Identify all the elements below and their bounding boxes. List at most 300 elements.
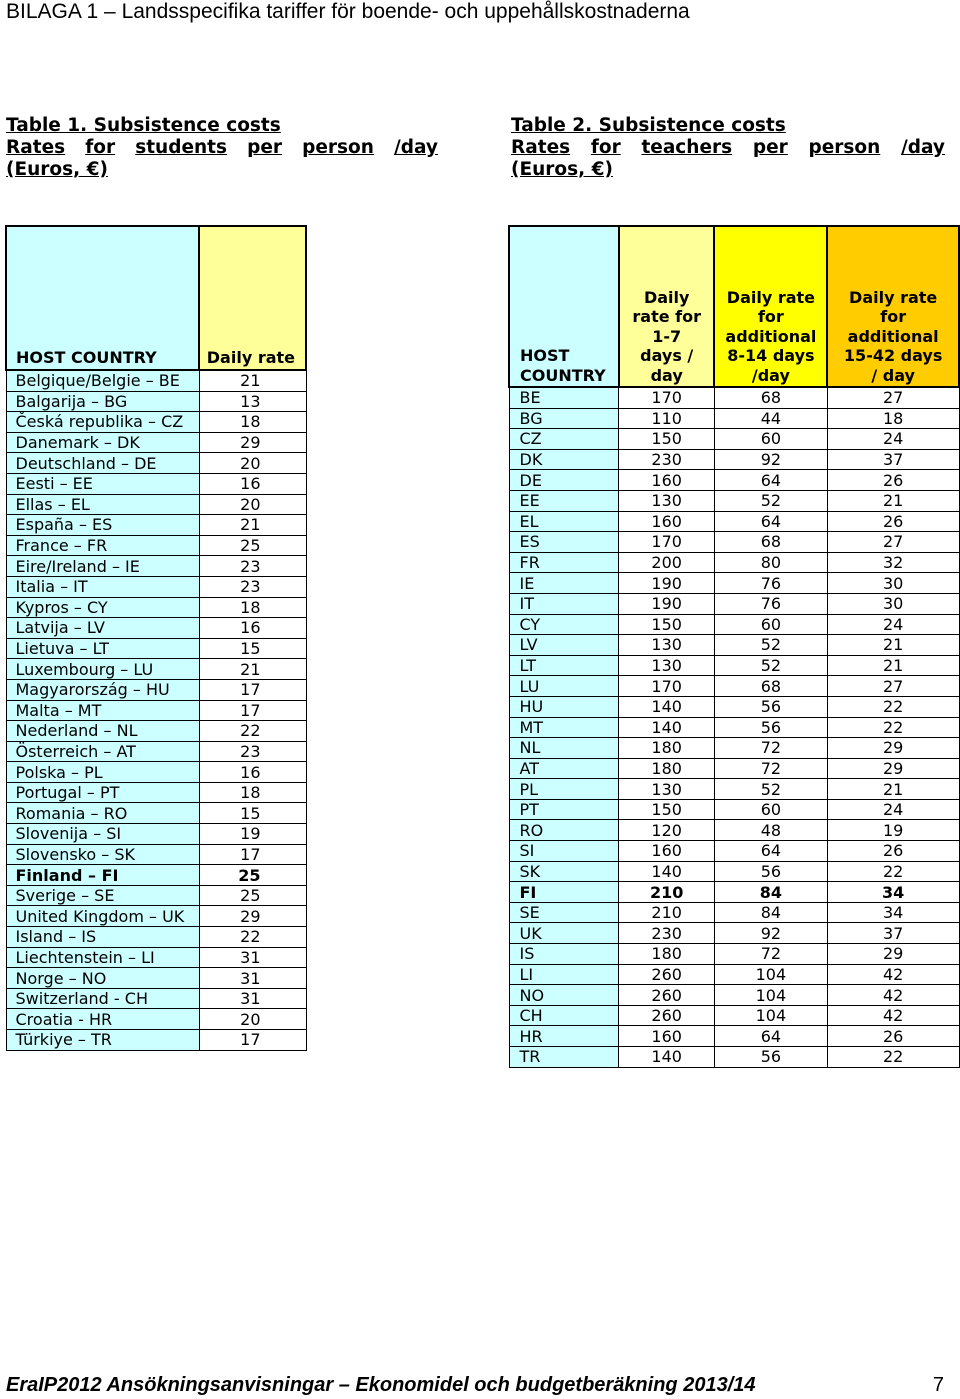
table-row	[6, 762, 306, 783]
rate-8-14-cell: 104	[714, 964, 827, 985]
header-line: Daily	[643, 287, 690, 307]
table-row	[6, 824, 306, 845]
header-line: additional	[847, 326, 939, 346]
header-line: for	[757, 307, 784, 326]
country-cell: Polska – PL	[6, 762, 199, 783]
country-code-cell: LV	[509, 635, 619, 656]
country-cell: Eire/Ireland – IE	[6, 556, 199, 577]
country-cell: Liechtenstein – LI	[6, 947, 199, 968]
country-cell: Croatia - HR	[6, 1009, 199, 1030]
rate-1-7-cell: 170	[619, 532, 715, 553]
caption-word: students	[135, 137, 228, 158]
country-cell: Sverige – SE	[6, 885, 199, 906]
daily-rate-header: Daily rate	[199, 226, 306, 370]
rate-1-7-cell: 120	[619, 820, 715, 841]
rate-cell: 20	[199, 1009, 306, 1030]
table2-caption-line3: (Euros, €)	[511, 159, 613, 180]
country-cell: Norge – NO	[6, 968, 199, 989]
table1-caption-line2	[6, 137, 438, 159]
rate-8-14-cell: 56	[714, 696, 827, 717]
caption-word: for	[85, 137, 116, 158]
rate-cell: 18	[199, 412, 306, 433]
rate-1-7-cell: 160	[619, 841, 715, 862]
table-row	[6, 1009, 306, 1030]
table-row	[6, 659, 306, 680]
header-line: for	[880, 307, 907, 326]
rate-15-42-cell: 42	[827, 964, 959, 985]
country-code-cell: NO	[509, 985, 619, 1006]
country-code-cell: RO	[509, 820, 619, 841]
table2-caption-line1: Table 2. Subsistence costs	[511, 115, 786, 136]
table-row	[6, 432, 306, 453]
caption-word: Rates	[511, 137, 571, 158]
header-line: additional	[725, 326, 817, 346]
country-cell: Latvija – LV	[6, 618, 199, 639]
table-row	[509, 902, 959, 923]
table-row	[509, 449, 959, 470]
rate-cell: 18	[199, 782, 306, 803]
country-code-cell: LU	[509, 676, 619, 697]
rate-15-42-cell: 24	[827, 799, 959, 820]
rate-8-14-cell: 56	[714, 861, 827, 882]
caption-word: Rates	[6, 137, 66, 158]
rate-15-42-cell: 21	[827, 655, 959, 676]
rate-1-7-cell: 160	[619, 1026, 715, 1047]
country-cell: Österreich – AT	[6, 741, 199, 762]
table1-caption-line3: (Euros, €)	[6, 159, 108, 180]
table-row	[6, 988, 306, 1009]
table-row	[509, 923, 959, 944]
rate-8-14-cell: 104	[714, 985, 827, 1006]
table-row	[509, 635, 959, 656]
rate-8-14-cell: 68	[714, 387, 827, 408]
rate-1-7-cell: 180	[619, 758, 715, 779]
country-code-cell: HU	[509, 696, 619, 717]
header-line: rate for	[632, 307, 701, 326]
rate-15-42-cell: 29	[827, 944, 959, 965]
table-row	[6, 391, 306, 412]
rate-8-14-cell: 80	[714, 552, 827, 573]
rate-1-7-cell: 190	[619, 593, 715, 614]
header-line: 15-42 days	[843, 346, 943, 365]
table-header-row	[509, 226, 959, 387]
rate-8-14-cell: 72	[714, 758, 827, 779]
country-code-cell: FR	[509, 552, 619, 573]
rate-1-7-cell: 160	[619, 470, 715, 491]
header-line: /day	[751, 365, 790, 385]
rate-8-14-cell: 68	[714, 532, 827, 553]
rate-15-42-cell: 18	[827, 408, 959, 429]
rate-15-42-cell: 24	[827, 429, 959, 450]
table-row	[6, 803, 306, 824]
table-row	[6, 556, 306, 577]
country-code-cell: FI	[509, 882, 619, 903]
country-code-cell: LT	[509, 655, 619, 676]
rate-8-14-cell: 48	[714, 820, 827, 841]
rate-15-42-cell: 21	[827, 779, 959, 800]
students-rate-table	[5, 225, 307, 1051]
country-cell: Deutschland – DE	[6, 453, 199, 474]
table-row	[6, 968, 306, 989]
rate-cell: 17	[199, 844, 306, 865]
table-row	[509, 944, 959, 965]
rate-cell: 29	[199, 432, 306, 453]
rate-cell: 15	[199, 803, 306, 824]
rate-1-7-cell: 260	[619, 964, 715, 985]
rate-cell: 19	[199, 824, 306, 845]
rate-15-42-cell: 19	[827, 820, 959, 841]
daily-rate-8-14-header	[714, 226, 827, 387]
table-row	[6, 927, 306, 948]
daily-rate-1-7-header	[619, 226, 715, 387]
table-row	[509, 820, 959, 841]
rate-8-14-cell: 76	[714, 593, 827, 614]
table-row	[509, 429, 959, 450]
rate-cell: 16	[199, 762, 306, 783]
rate-cell: 31	[199, 947, 306, 968]
country-code-cell: IS	[509, 944, 619, 965]
country-code-cell: BE	[509, 387, 619, 408]
rate-cell: 16	[199, 473, 306, 494]
country-code-cell: SI	[509, 841, 619, 862]
country-code-cell: DE	[509, 470, 619, 491]
country-code-cell: PT	[509, 799, 619, 820]
country-cell: Switzerland - CH	[6, 988, 199, 1009]
table-row	[6, 453, 306, 474]
table2-caption-line2	[511, 137, 945, 159]
rate-8-14-cell: 52	[714, 490, 827, 511]
table-row	[509, 1005, 959, 1026]
table-row	[509, 655, 959, 676]
rate-1-7-cell: 110	[619, 408, 715, 429]
country-code-cell: NL	[509, 738, 619, 759]
table-row	[6, 370, 306, 391]
country-cell: Luxembourg – LU	[6, 659, 199, 680]
rate-15-42-cell: 22	[827, 717, 959, 738]
rate-1-7-cell: 130	[619, 779, 715, 800]
rate-15-42-cell: 37	[827, 923, 959, 944]
country-code-cell: AT	[509, 758, 619, 779]
table-row	[509, 799, 959, 820]
rate-1-7-cell: 230	[619, 449, 715, 470]
rate-1-7-cell: 140	[619, 861, 715, 882]
table-row	[6, 844, 306, 865]
rate-15-42-cell: 34	[827, 882, 959, 903]
rate-cell: 25	[199, 535, 306, 556]
country-cell: Slovenija – SI	[6, 824, 199, 845]
rate-cell: 18	[199, 597, 306, 618]
rate-1-7-cell: 180	[619, 738, 715, 759]
rate-15-42-cell: 21	[827, 635, 959, 656]
caption-word: person	[808, 137, 881, 158]
country-code-cell: SK	[509, 861, 619, 882]
table-row	[6, 515, 306, 536]
rate-1-7-cell: 170	[619, 676, 715, 697]
country-code-cell: EL	[509, 511, 619, 532]
table-row	[509, 717, 959, 738]
caption-word: /day	[394, 137, 438, 158]
table-row	[6, 679, 306, 700]
table-row	[509, 738, 959, 759]
rate-1-7-cell: 130	[619, 490, 715, 511]
rate-15-42-cell: 26	[827, 511, 959, 532]
rate-cell: 21	[199, 659, 306, 680]
rate-8-14-cell: 60	[714, 799, 827, 820]
footer-text: EraIP2012 Ansökningsanvisningar – Ekonomidel och budgetberäkning 2013/14	[6, 1374, 756, 1396]
rate-cell: 23	[199, 556, 306, 577]
country-cell: Malta – MT	[6, 700, 199, 721]
table1-caption	[6, 115, 438, 181]
rate-8-14-cell: 52	[714, 779, 827, 800]
rate-15-42-cell: 34	[827, 902, 959, 923]
rate-8-14-cell: 92	[714, 449, 827, 470]
country-code-cell: IE	[509, 573, 619, 594]
rate-cell: 21	[199, 370, 306, 391]
country-cell: Česká republika – CZ	[6, 412, 199, 433]
rate-1-7-cell: 260	[619, 985, 715, 1006]
rate-cell: 13	[199, 391, 306, 412]
table-row	[6, 576, 306, 597]
rate-8-14-cell: 64	[714, 1026, 827, 1047]
rate-1-7-cell: 130	[619, 635, 715, 656]
rate-15-42-cell: 22	[827, 696, 959, 717]
rate-8-14-cell: 84	[714, 882, 827, 903]
rate-15-42-cell: 24	[827, 614, 959, 635]
rate-15-42-cell: 21	[827, 490, 959, 511]
table-row	[6, 412, 306, 433]
rate-8-14-cell: 64	[714, 511, 827, 532]
rate-1-7-cell: 160	[619, 511, 715, 532]
rate-15-42-cell: 27	[827, 676, 959, 697]
rate-1-7-cell: 190	[619, 573, 715, 594]
rate-8-14-cell: 72	[714, 738, 827, 759]
page-title: BILAGA 1 – Landsspecifika tariffer för boende- och uppehållskostnaderna	[6, 0, 690, 23]
rate-cell: 17	[199, 679, 306, 700]
teachers-rate-table	[508, 225, 960, 1068]
country-cell: Ellas – EL	[6, 494, 199, 515]
table-row	[6, 1030, 306, 1051]
country-cell: Kypros – CY	[6, 597, 199, 618]
rate-8-14-cell: 52	[714, 655, 827, 676]
rate-8-14-cell: 56	[714, 717, 827, 738]
country-cell: Romania – RO	[6, 803, 199, 824]
country-code-cell: EE	[509, 490, 619, 511]
rate-15-42-cell: 27	[827, 532, 959, 553]
rate-15-42-cell: 22	[827, 1047, 959, 1068]
rate-15-42-cell: 26	[827, 1026, 959, 1047]
rate-cell: 15	[199, 638, 306, 659]
table-row	[6, 473, 306, 494]
table-row	[6, 618, 306, 639]
table-row	[509, 408, 959, 429]
country-code-cell: TR	[509, 1047, 619, 1068]
table-row	[509, 758, 959, 779]
table-row	[6, 494, 306, 515]
rate-1-7-cell: 200	[619, 552, 715, 573]
rate-1-7-cell: 260	[619, 1005, 715, 1026]
rate-8-14-cell: 72	[714, 944, 827, 965]
header-line: 1-7	[652, 326, 682, 346]
table-row	[509, 532, 959, 553]
table-row	[509, 779, 959, 800]
table-row	[509, 964, 959, 985]
page-number: 7	[932, 1374, 944, 1396]
table-row	[509, 552, 959, 573]
table-row	[6, 638, 306, 659]
country-cell: Italia – IT	[6, 576, 199, 597]
rate-1-7-cell: 130	[619, 655, 715, 676]
rate-1-7-cell: 170	[619, 387, 715, 408]
country-code-cell: CH	[509, 1005, 619, 1026]
caption-word: per	[752, 137, 788, 158]
rate-8-14-cell: 68	[714, 676, 827, 697]
rate-8-14-cell: 60	[714, 614, 827, 635]
country-code-cell: MT	[509, 717, 619, 738]
caption-word: /day	[900, 137, 945, 158]
rate-1-7-cell: 140	[619, 696, 715, 717]
country-cell: Türkiye – TR	[6, 1030, 199, 1051]
rate-cell: 22	[199, 927, 306, 948]
table-row	[6, 597, 306, 618]
rate-15-42-cell: 30	[827, 593, 959, 614]
table-row	[509, 676, 959, 697]
table-row	[509, 470, 959, 491]
country-code-cell: CY	[509, 614, 619, 635]
country-cell: France – FR	[6, 535, 199, 556]
country-cell: Island – IS	[6, 927, 199, 948]
rate-cell: 20	[199, 494, 306, 515]
rate-15-42-cell: 26	[827, 841, 959, 862]
country-cell: España – ES	[6, 515, 199, 536]
country-cell: Magyarország – HU	[6, 679, 199, 700]
rate-1-7-cell: 180	[619, 944, 715, 965]
rate-8-14-cell: 44	[714, 408, 827, 429]
rate-8-14-cell: 104	[714, 1005, 827, 1026]
page-footer	[6, 1374, 946, 1397]
rate-8-14-cell: 76	[714, 573, 827, 594]
country-cell: Eesti – EE	[6, 473, 199, 494]
country-code-cell: DK	[509, 449, 619, 470]
rate-15-42-cell: 29	[827, 738, 959, 759]
rate-8-14-cell: 92	[714, 923, 827, 944]
table-row	[509, 614, 959, 635]
header-line: HOST	[520, 346, 570, 365]
table-row	[509, 593, 959, 614]
table-row	[6, 906, 306, 927]
header-line: COUNTRY	[520, 365, 606, 385]
rate-1-7-cell: 150	[619, 799, 715, 820]
country-code-cell: SE	[509, 902, 619, 923]
rate-cell: 25	[199, 865, 306, 886]
table-row	[6, 700, 306, 721]
rate-15-42-cell: 30	[827, 573, 959, 594]
country-code-cell: IT	[509, 593, 619, 614]
header-line: Daily rate	[849, 287, 938, 307]
header-line: day	[650, 365, 683, 385]
rate-1-7-cell: 150	[619, 614, 715, 635]
rate-cell: 16	[199, 618, 306, 639]
table-row	[509, 985, 959, 1006]
country-cell: United Kingdom – UK	[6, 906, 199, 927]
country-code-cell: PL	[509, 779, 619, 800]
country-cell: Finland – FI	[6, 865, 199, 886]
country-code-cell: ES	[509, 532, 619, 553]
rate-cell: 17	[199, 700, 306, 721]
rate-8-14-cell: 64	[714, 841, 827, 862]
country-cell: Portugal – PT	[6, 782, 199, 803]
rate-cell: 23	[199, 741, 306, 762]
rate-cell: 31	[199, 988, 306, 1009]
country-code-cell: BG	[509, 408, 619, 429]
rate-15-42-cell: 32	[827, 552, 959, 573]
country-cell: Belgique/Belgie – BE	[6, 370, 199, 391]
table-row	[509, 841, 959, 862]
caption-word: per	[247, 137, 283, 158]
rate-8-14-cell: 60	[714, 429, 827, 450]
rate-15-42-cell: 29	[827, 758, 959, 779]
table-row	[6, 782, 306, 803]
rate-1-7-cell: 210	[619, 902, 715, 923]
table-row	[6, 885, 306, 906]
caption-word: person	[302, 137, 374, 158]
rate-1-7-cell: 210	[619, 882, 715, 903]
rate-15-42-cell: 22	[827, 861, 959, 882]
rate-1-7-cell: 140	[619, 1047, 715, 1068]
rate-cell: 25	[199, 885, 306, 906]
table-row	[509, 573, 959, 594]
host-country-header	[509, 226, 619, 387]
rate-1-7-cell: 230	[619, 923, 715, 944]
table-row	[509, 696, 959, 717]
caption-word: teachers	[641, 137, 733, 158]
country-cell: Lietuva – LT	[6, 638, 199, 659]
country-code-cell: HR	[509, 1026, 619, 1047]
rate-1-7-cell: 140	[619, 717, 715, 738]
table-row	[509, 1047, 959, 1068]
table-row	[509, 1026, 959, 1047]
country-cell: Nederland – NL	[6, 721, 199, 742]
table-row	[6, 741, 306, 762]
header-line: days /	[640, 346, 694, 365]
table-header-row	[6, 226, 306, 370]
rate-8-14-cell: 84	[714, 902, 827, 923]
daily-rate-15-42-header	[827, 226, 959, 387]
rate-15-42-cell: 37	[827, 449, 959, 470]
table-row	[509, 387, 959, 408]
table-row	[6, 865, 306, 886]
rate-15-42-cell: 42	[827, 1005, 959, 1026]
rate-15-42-cell: 42	[827, 985, 959, 1006]
rate-cell: 31	[199, 968, 306, 989]
header-line: Daily rate	[726, 287, 816, 307]
rate-cell: 21	[199, 515, 306, 536]
rate-15-42-cell: 27	[827, 387, 959, 408]
country-cell: Balgarija – BG	[6, 391, 199, 412]
table-row	[6, 721, 306, 742]
country-code-cell: UK	[509, 923, 619, 944]
table-row	[6, 535, 306, 556]
table1-caption-line1: Table 1. Subsistence costs	[6, 115, 281, 136]
table2-caption	[511, 115, 945, 181]
country-cell: Danemark – DK	[6, 432, 199, 453]
rate-8-14-cell: 52	[714, 635, 827, 656]
rate-15-42-cell: 26	[827, 470, 959, 491]
rate-8-14-cell: 64	[714, 470, 827, 491]
country-cell: Slovensko – SK	[6, 844, 199, 865]
table-row	[6, 947, 306, 968]
header-line: / day	[871, 365, 915, 385]
header-line: 8-14 days	[727, 346, 815, 365]
